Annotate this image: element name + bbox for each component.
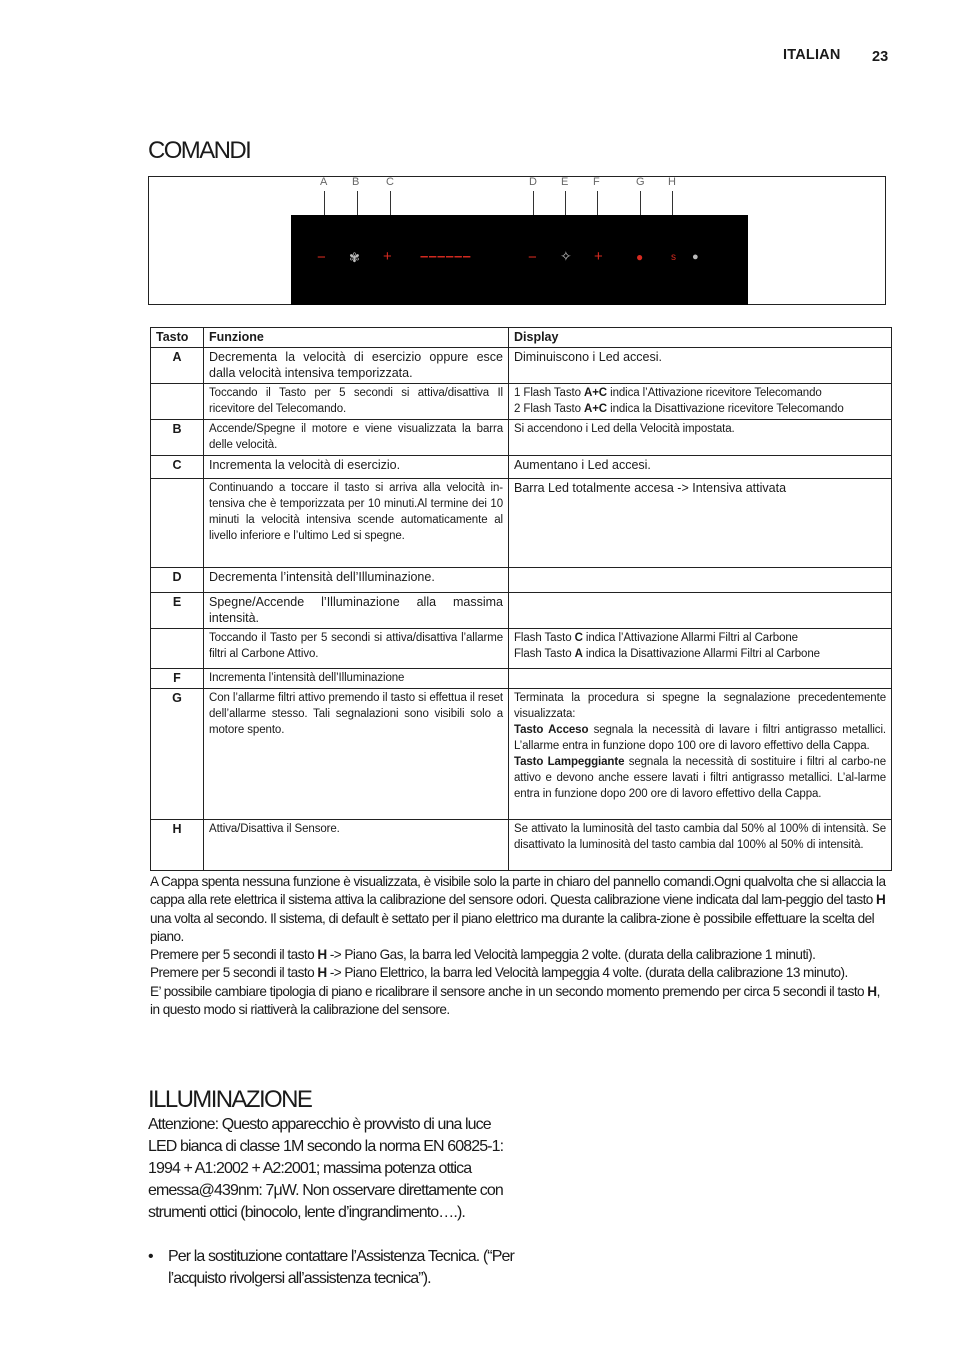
commands-table [150,327,892,871]
section-title-comandi: COMANDI [148,137,251,164]
table-row [151,593,892,629]
panel-leader-line [672,191,673,215]
row-key [151,384,204,420]
bullet-text: Per la sostituzione contattare l’Assistenza Tecnica. (“Per l’acquisto rivolgersi all’assistenza tecnica”). [168,1248,514,1287]
panel-leader-line [565,191,566,215]
speed-minus-key-icon: − [317,249,326,266]
display-line: 2 Flash Tasto A+C indica la Disattivazione ricevitore Telecomando [514,403,844,415]
panel-letter-b: B [352,176,360,188]
display-line: 1 Flash Tasto A+C indica l’Attivazione ricevitore Telecomando [514,387,822,399]
table-row [151,669,892,689]
lamp-icon: ✧ [560,248,572,264]
calibration-notes [150,873,890,1019]
panel-leader-line [324,191,325,215]
table-row [151,568,892,593]
section-title-illuminazione: ILLUMINAZIONE [148,1086,312,1113]
panel-letter-g: G [636,176,645,188]
display-line: Terminata la procedura si spegne la segnalazione precedentemente visualizzata: [514,692,886,720]
fan-icon: ✾ [349,250,360,265]
col-header-funzione: Funzione [204,328,509,348]
row-display [509,593,892,629]
panel-letter-h: H [668,176,676,188]
sensor-key-icon: ● [692,251,699,263]
note-paragraph: Premere per 5 secondi il tasto H -> Piano Gas, la barra led Velocità lampeggia 2 volte. (durata della calibrazione 1 minuti). [150,947,816,963]
filter-alarm-key-icon: ● [636,250,644,264]
row-function: Incrementa l’intensità dell’Illuminazione [204,669,509,689]
panel-leader-line [390,191,391,215]
table-row [151,820,892,871]
row-function: Decrementa l’intensità dell’Illuminazione. [204,568,509,593]
row-function: Incrementa la velocità di esercizio. [204,456,509,479]
row-display [509,568,892,593]
illumination-warning [148,1114,508,1224]
warning-paragraph: Attenzione: Questo apparecchio è provvisto di una luce LED bianca di classe 1M secondo la norma EN 60825-1: 1994 + A1:2002 + A2:2001; massima potenza ottica emessa@439nm: 7μW. Non osservare direttamente con strumenti ottici (binocolo, lente d’ingrandimento….). [148,1116,504,1221]
display-line: Flash Tasto C indica l’Attivazione Allarmi Filtri al Carbone [514,632,798,644]
display-line: Flash Tasto A indica la Disattivazione Allarmi Filtri al Carbone [514,648,820,660]
row-key: H [151,820,204,871]
row-key: E [151,593,204,629]
row-key: F [151,669,204,689]
table-row [151,689,892,820]
row-function: Attiva/Disattiva il Sensore. [204,820,509,871]
table-row [151,384,892,420]
row-display [509,629,892,669]
row-function: Decrementa la velocità di esercizio oppure esce dalla velocità intensiva temporizzata. [204,348,509,384]
row-function: Toccando il Tasto per 5 secondi si attiva/disattiva Il ricevitore del Telecomando. [204,384,509,420]
table-row [151,456,892,479]
col-header-tasto: Tasto [151,328,204,348]
panel-leader-line [357,191,358,215]
speed-led-bar: – – – – – – [420,248,469,265]
row-function: Continuando a toccare il tasto si arriva alla velocità in-tensiva che è temporizzata per 10 minuti.Al termine dei 10 minuti la velocità intensiva scende automaticamente al livello inferiore e l’ultimo Led si spegne. [204,479,509,568]
note-paragraph: Premere per 5 secondi il tasto H -> Piano Elettrico, la barra led Velocità lampeggia 4 volte. (durata della calibrazione 13 minuto). [150,965,848,981]
page-number: 23 [872,49,889,65]
table-row [151,420,892,456]
panel-letter-a: A [320,176,328,188]
panel-letter-c: C [386,176,394,188]
row-key: C [151,456,204,479]
row-key: A [151,348,204,384]
panel-leader-line [597,191,598,215]
sensor-s-icon: s [671,252,676,263]
table-row [151,348,892,384]
row-display: Si accendono i Led della Velocità impostata. [509,420,892,456]
light-minus-key-icon: − [528,249,537,266]
language-label: ITALIAN [783,47,841,63]
light-plus-key-icon: + [594,248,603,265]
note-paragraph: A Cappa spenta nessuna funzione è visualizzata, è visibile solo la parte in chiaro del pannello comandi.Ogni qualvolta che si allaccia la cappa alla rete elettrica il sistema attiva la calibrazione del sensore odori. Questa calibrazione viene indicata dal lam-peggio del tasto H una volta al secondo. Il sistema, di default è settato per il piano elettrico ma durante la calibra-zione è possibile effettuare la scelta del piano. [150,874,886,944]
panel-leader-line [640,191,641,215]
table-row [151,479,892,568]
panel-letter-f: F [593,176,600,188]
row-function: Spegne/Accende l’Illuminazione alla massima intensità. [204,593,509,629]
panel-letter-d: D [529,176,537,188]
panel-leader-line [533,191,534,215]
row-display: Diminuiscono i Led accesi. [509,348,892,384]
row-key: B [151,420,204,456]
table-row [151,629,892,669]
row-function: Toccando il Tasto per 5 secondi si attiva/disattiva l’allarme filtri al Carbone Attivo. [204,629,509,669]
row-key [151,479,204,568]
row-display [509,689,892,820]
row-key: G [151,689,204,820]
row-display [509,384,892,420]
row-display: Barra Led totalmente accesa -> Intensiva attivata [509,479,892,568]
row-key [151,629,204,669]
note-paragraph: E’ possibile cambiare tipologia di piano e ricalibrare il sensore anche in un secondo momento premendo per circa 5 secondi il tasto H, in questo modo si riattiverà la calibrazione del sensore. [150,983,880,1018]
row-display: Aumentano i Led accesi. [509,456,892,479]
row-key: D [151,568,204,593]
row-display [509,669,892,689]
col-header-display: Display [509,328,892,348]
bullet-dot-icon: • [148,1248,153,1265]
row-function: Con l’allarme filtri attivo premendo il tasto si effettua il reset dell’allarme stesso. Tali segnalazioni sono visibili solo a motore spento. [204,689,509,820]
panel-letter-e: E [561,176,569,188]
row-display: Se attivato la luminosità del tasto cambia dal 50% al 100% di intensità. Se disattivato la luminosità del tasto cambia dal 100% al 50% di intensità. [509,820,892,871]
display-line: Tasto Acceso segnala la necessità di lavare i filtri antigrasso metallici. L’allarme entra in funzione dopo 100 ore di lavoro effettivo della Cappa. [514,724,886,752]
speed-plus-key-icon: + [383,248,392,265]
table-header-row [151,328,892,348]
display-line: Tasto Lampeggiante segnala la necessità di sostituire i filtri al carbo-ne attivo e devono anche essere lavati i filtri antigrasso metallici. L’al-larme entra in funzione dopo 200 ore di lavoro effettivo della Cappa. [514,756,886,800]
row-function: Accende/Spegne il motore e viene visualizzata la barra delle velocità. [204,420,509,456]
